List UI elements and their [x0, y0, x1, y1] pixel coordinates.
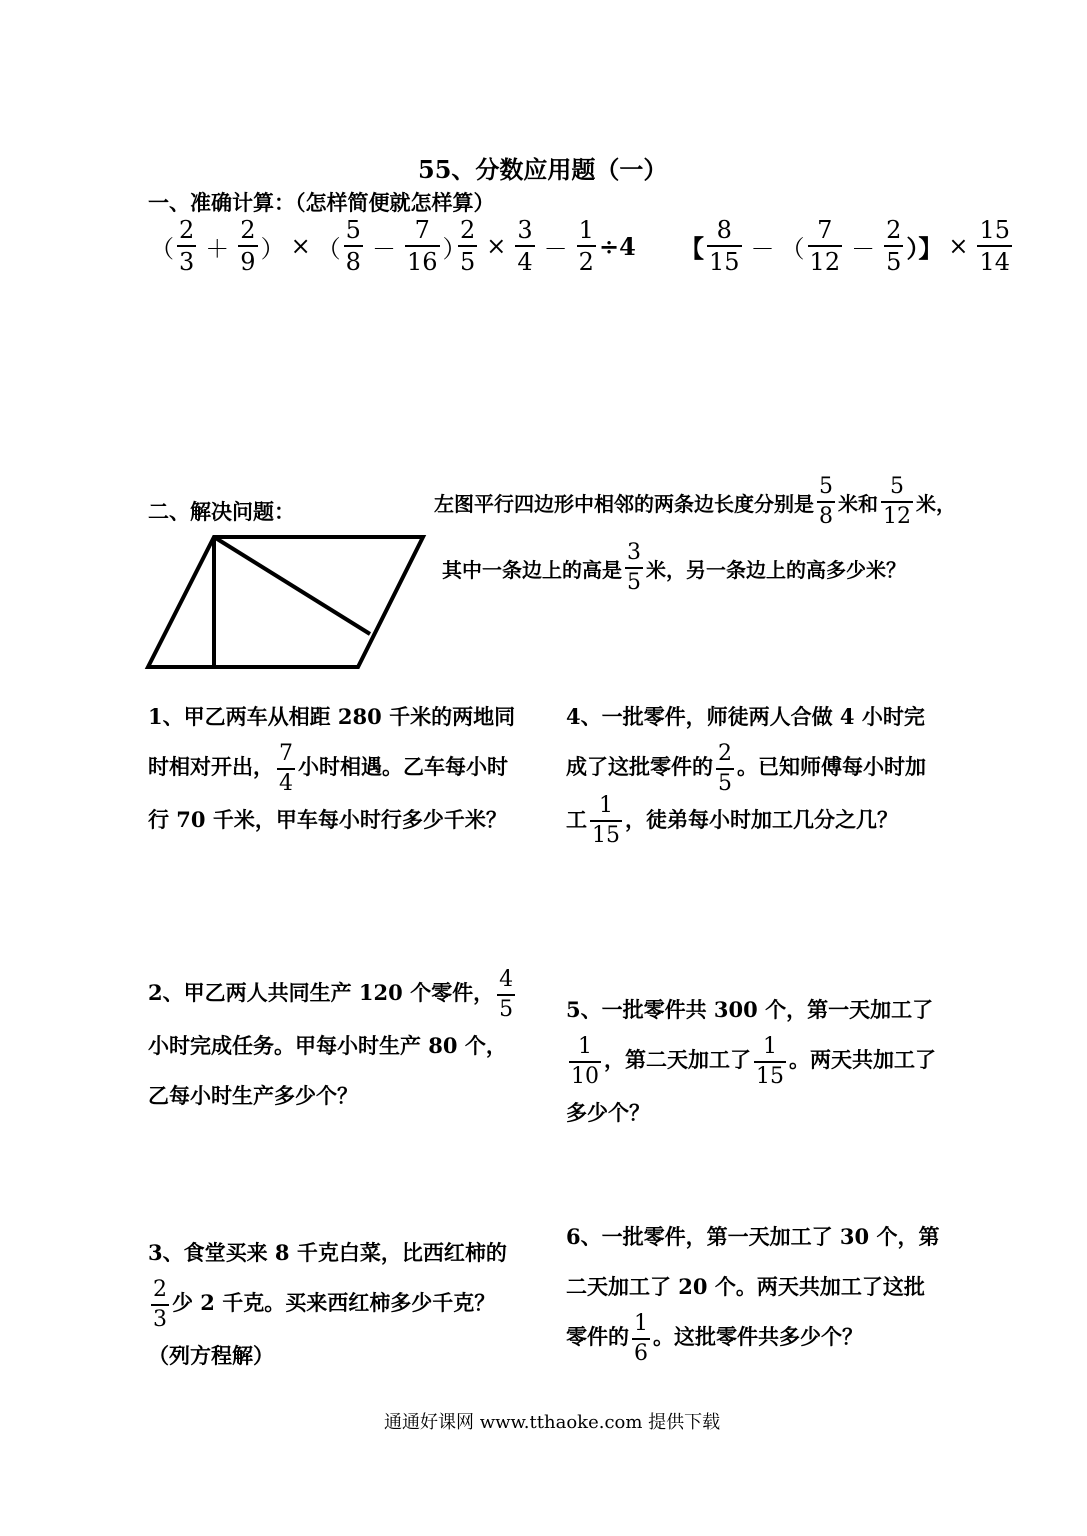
- fraction: $\frac{1}{15}$: [592, 793, 620, 848]
- text: 左图平行四边形中相邻的两条边长度分别是: [434, 491, 814, 516]
- paren-close: ）: [260, 234, 285, 263]
- text: ，徒弟每小时加工几分之几？: [625, 806, 898, 832]
- fraction: $\frac{1}{15}$: [756, 1033, 784, 1089]
- text: 其中一条边上的高是: [442, 557, 622, 582]
- expression-3: [680, 218, 1015, 274]
- paren-open: （: [780, 234, 805, 263]
- fraction: $\frac{7}{12}$: [809, 216, 841, 276]
- problem-5: [566, 985, 941, 1138]
- section-1-heading: 一、准确计算：（怎样简便就怎样算）: [148, 190, 495, 215]
- fraction: $\frac{5}{12}$: [883, 474, 911, 529]
- fraction: $\frac{5}{8}$: [819, 474, 833, 529]
- fraction: $\frac{1}{2}$: [578, 216, 594, 276]
- text: 米，另一条边上的高多少米？: [646, 557, 906, 582]
- problem-1: [148, 692, 523, 845]
- parallelogram-outline: [148, 537, 423, 667]
- paren-open: （: [150, 234, 174, 263]
- text: ，第二天加工了: [604, 1047, 751, 1072]
- fraction: $\frac{2}{9}$: [240, 216, 256, 276]
- operator: －: [750, 234, 775, 263]
- problem-2: [148, 968, 523, 1121]
- divide-term: ÷4: [598, 231, 636, 261]
- text: 少 2 千克。买来西红柿多少千克？（列方程解）: [148, 1290, 496, 1368]
- fraction: $\frac{8}{15}$: [709, 216, 740, 276]
- fraction: $\frac{2}{5}$: [460, 216, 476, 276]
- operator: ＋: [205, 234, 230, 263]
- text: 小时完成任务。甲每小时生产 80 个，乙每小时生产多少个？: [148, 1032, 507, 1108]
- text: 。这批零件共多少个？: [653, 1324, 863, 1349]
- fraction: $\frac{7}{4}$: [279, 740, 293, 796]
- operator: －: [371, 234, 396, 263]
- text: 米，: [916, 491, 956, 516]
- page-title: 55、分数应用题（一）: [418, 155, 668, 184]
- fraction: $\frac{2}{3}$: [153, 1276, 167, 1332]
- fraction: $\frac{4}{5}$: [499, 966, 514, 1022]
- height-line-2: [214, 537, 370, 634]
- expression-2: [455, 218, 636, 274]
- text: 5、一批零件共 300 个，第一天加工了: [566, 997, 934, 1022]
- paren-open: （: [316, 234, 341, 263]
- text: 。两天共加工了多少个？: [566, 1047, 936, 1125]
- parallelogram-figure: [140, 530, 430, 675]
- operator: －: [851, 234, 876, 263]
- fraction: $\frac{2}{5}$: [718, 740, 732, 796]
- text: 2、甲乙两人共同生产 120 个零件，: [148, 980, 495, 1005]
- problem-4: [566, 692, 941, 847]
- figure-description-line-1: [434, 476, 956, 528]
- expression-1: [150, 218, 467, 274]
- operator: ×: [290, 232, 311, 260]
- section-2-heading: 二、解决问题：: [148, 499, 295, 524]
- text: 米和: [838, 491, 878, 516]
- figure-description-line-2: [442, 542, 906, 594]
- fraction: $\frac{7}{16}$: [406, 216, 438, 276]
- operator: －: [543, 234, 568, 263]
- fraction: $\frac{15}{14}$: [979, 216, 1011, 276]
- fraction: $\frac{2}{3}$: [179, 216, 195, 276]
- bracket-close: ）】: [906, 233, 943, 263]
- text: 1、甲乙两车从相距 280 千米的两地同时相对开出，: [148, 704, 516, 779]
- problem-6: [566, 1212, 941, 1365]
- fraction: $\frac{1}{10}$: [571, 1033, 599, 1089]
- text: 6、一批零件，第一天加工了 30 个，第二天加工了 20 个。两天共加工了这批零件的: [566, 1224, 940, 1349]
- text: 4、一批零件，师徒两人合做 4 小时完成了这批零件的: [566, 704, 925, 779]
- bracket-open: 【: [680, 233, 704, 263]
- paren-close: ）: [442, 234, 467, 263]
- text: 3、食堂买来 8 千克白菜，比西红柿的: [148, 1240, 507, 1265]
- problem-3: [148, 1228, 523, 1381]
- operator: ×: [948, 232, 969, 260]
- footer-text: 通通好课网 www.tthaoke.com 提供下载: [384, 1412, 721, 1433]
- text: 小时相遇。乙车每小时行 70 千米，甲车每小时行多少千米？: [148, 754, 508, 832]
- operator: ×: [486, 232, 507, 260]
- text: 。已知师傅每小时加工: [566, 754, 926, 832]
- fraction: $\frac{3}{4}$: [517, 216, 533, 276]
- fraction: $\frac{3}{5}$: [627, 540, 641, 595]
- fraction: $\frac{5}{8}$: [345, 216, 361, 276]
- fraction: $\frac{1}{6}$: [634, 1310, 648, 1366]
- fraction: $\frac{2}{5}$: [886, 216, 902, 276]
